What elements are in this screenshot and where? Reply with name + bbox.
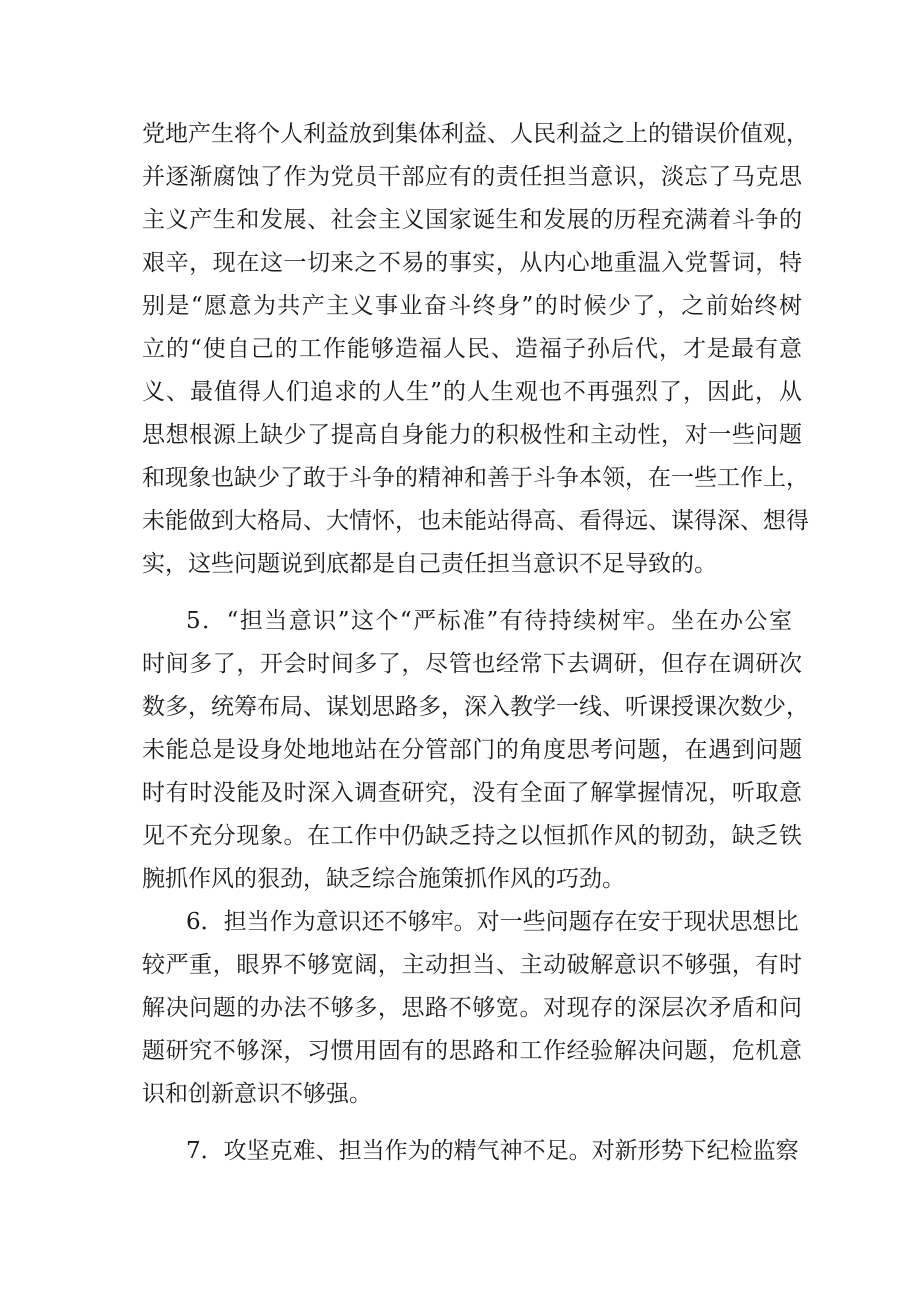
paragraph-6-heading-line: 6．担当作为意识还不够牢。对一些问题存在安于现状思想比 bbox=[186, 909, 799, 935]
text-line: 党地产生将个人利益放到集体利益、人民利益之上的错误价值观， bbox=[142, 121, 809, 147]
paragraph-7-heading-line: 7．攻坚克难、担当作为的精气神不足。对新形势下纪检监察 bbox=[186, 1138, 799, 1164]
text-line: 识和创新意识不够强。 bbox=[142, 1081, 372, 1107]
text-line: 思想根源上缺少了提高自身能力的积极性和主动性，对一些问题 bbox=[142, 422, 802, 448]
text-line: 和现象也缺少了敢于斗争的精神和善于斗争本领，在一些工作上， bbox=[142, 465, 809, 491]
text-line: 别是“愿意为共产主义事业奋斗终身”的时候少了，之前始终树 bbox=[142, 293, 802, 319]
text-line: 未能做到大格局、大情怀，也未能站得高、看得远、谋得深、想得 bbox=[142, 508, 809, 534]
text-line: 立的“使自己的工作能够造福人民、造福子孙后代，才是最有意 bbox=[142, 336, 802, 362]
text-line: 时有时没能及时深入调查研究，没有全面了解掌握情况，听取意 bbox=[142, 780, 802, 806]
text-line: 解决问题的办法不够多，思路不够宽。对现存的深层次矛盾和问 bbox=[142, 995, 802, 1021]
text-line: 时间多了，开会时间多了，尽管也经常下去调研，但存在调研次 bbox=[142, 651, 802, 677]
text-line: 实，这些问题说到底都是自己责任担当意识不足导致的。 bbox=[142, 551, 717, 577]
text-line: 义、最值得人们追求的人生”的人生观也不再强烈了，因此，从 bbox=[142, 379, 802, 405]
text-line: 见不充分现象。在工作中仍缺乏持之以恒抓作风的韧劲，缺乏铁 bbox=[142, 823, 802, 849]
text-line: 腕抓作风的狠劲，缺乏综合施策抓作风的巧劲。 bbox=[142, 866, 625, 892]
text-line: 数多，统筹布局、谋划思路多，深入教学一线、听课授课次数少， bbox=[142, 694, 809, 720]
text-line: 并逐渐腐蚀了作为党员干部应有的责任担当意识，淡忘了马克思 bbox=[142, 164, 802, 190]
text-line: 题研究不够深，习惯用固有的思路和工作经验解决问题，危机意 bbox=[142, 1038, 802, 1064]
text-line: 艰辛，现在这一切来之不易的事实，从内心地重温入党誓词，特 bbox=[142, 250, 802, 276]
text-line: 未能总是设身处地地站在分管部门的角度思考问题，在遇到问题 bbox=[142, 737, 802, 763]
text-line: 较严重，眼界不够宽阔，主动担当、主动破解意识不够强，有时 bbox=[142, 952, 802, 978]
text-line: 主义产生和发展、社会主义国家诞生和发展的历程充满着斗争的 bbox=[142, 207, 802, 233]
paragraph-5-heading-line: 5．“担当意识”这个“严标准”有待持续树牢。坐在办公室 bbox=[186, 608, 792, 634]
